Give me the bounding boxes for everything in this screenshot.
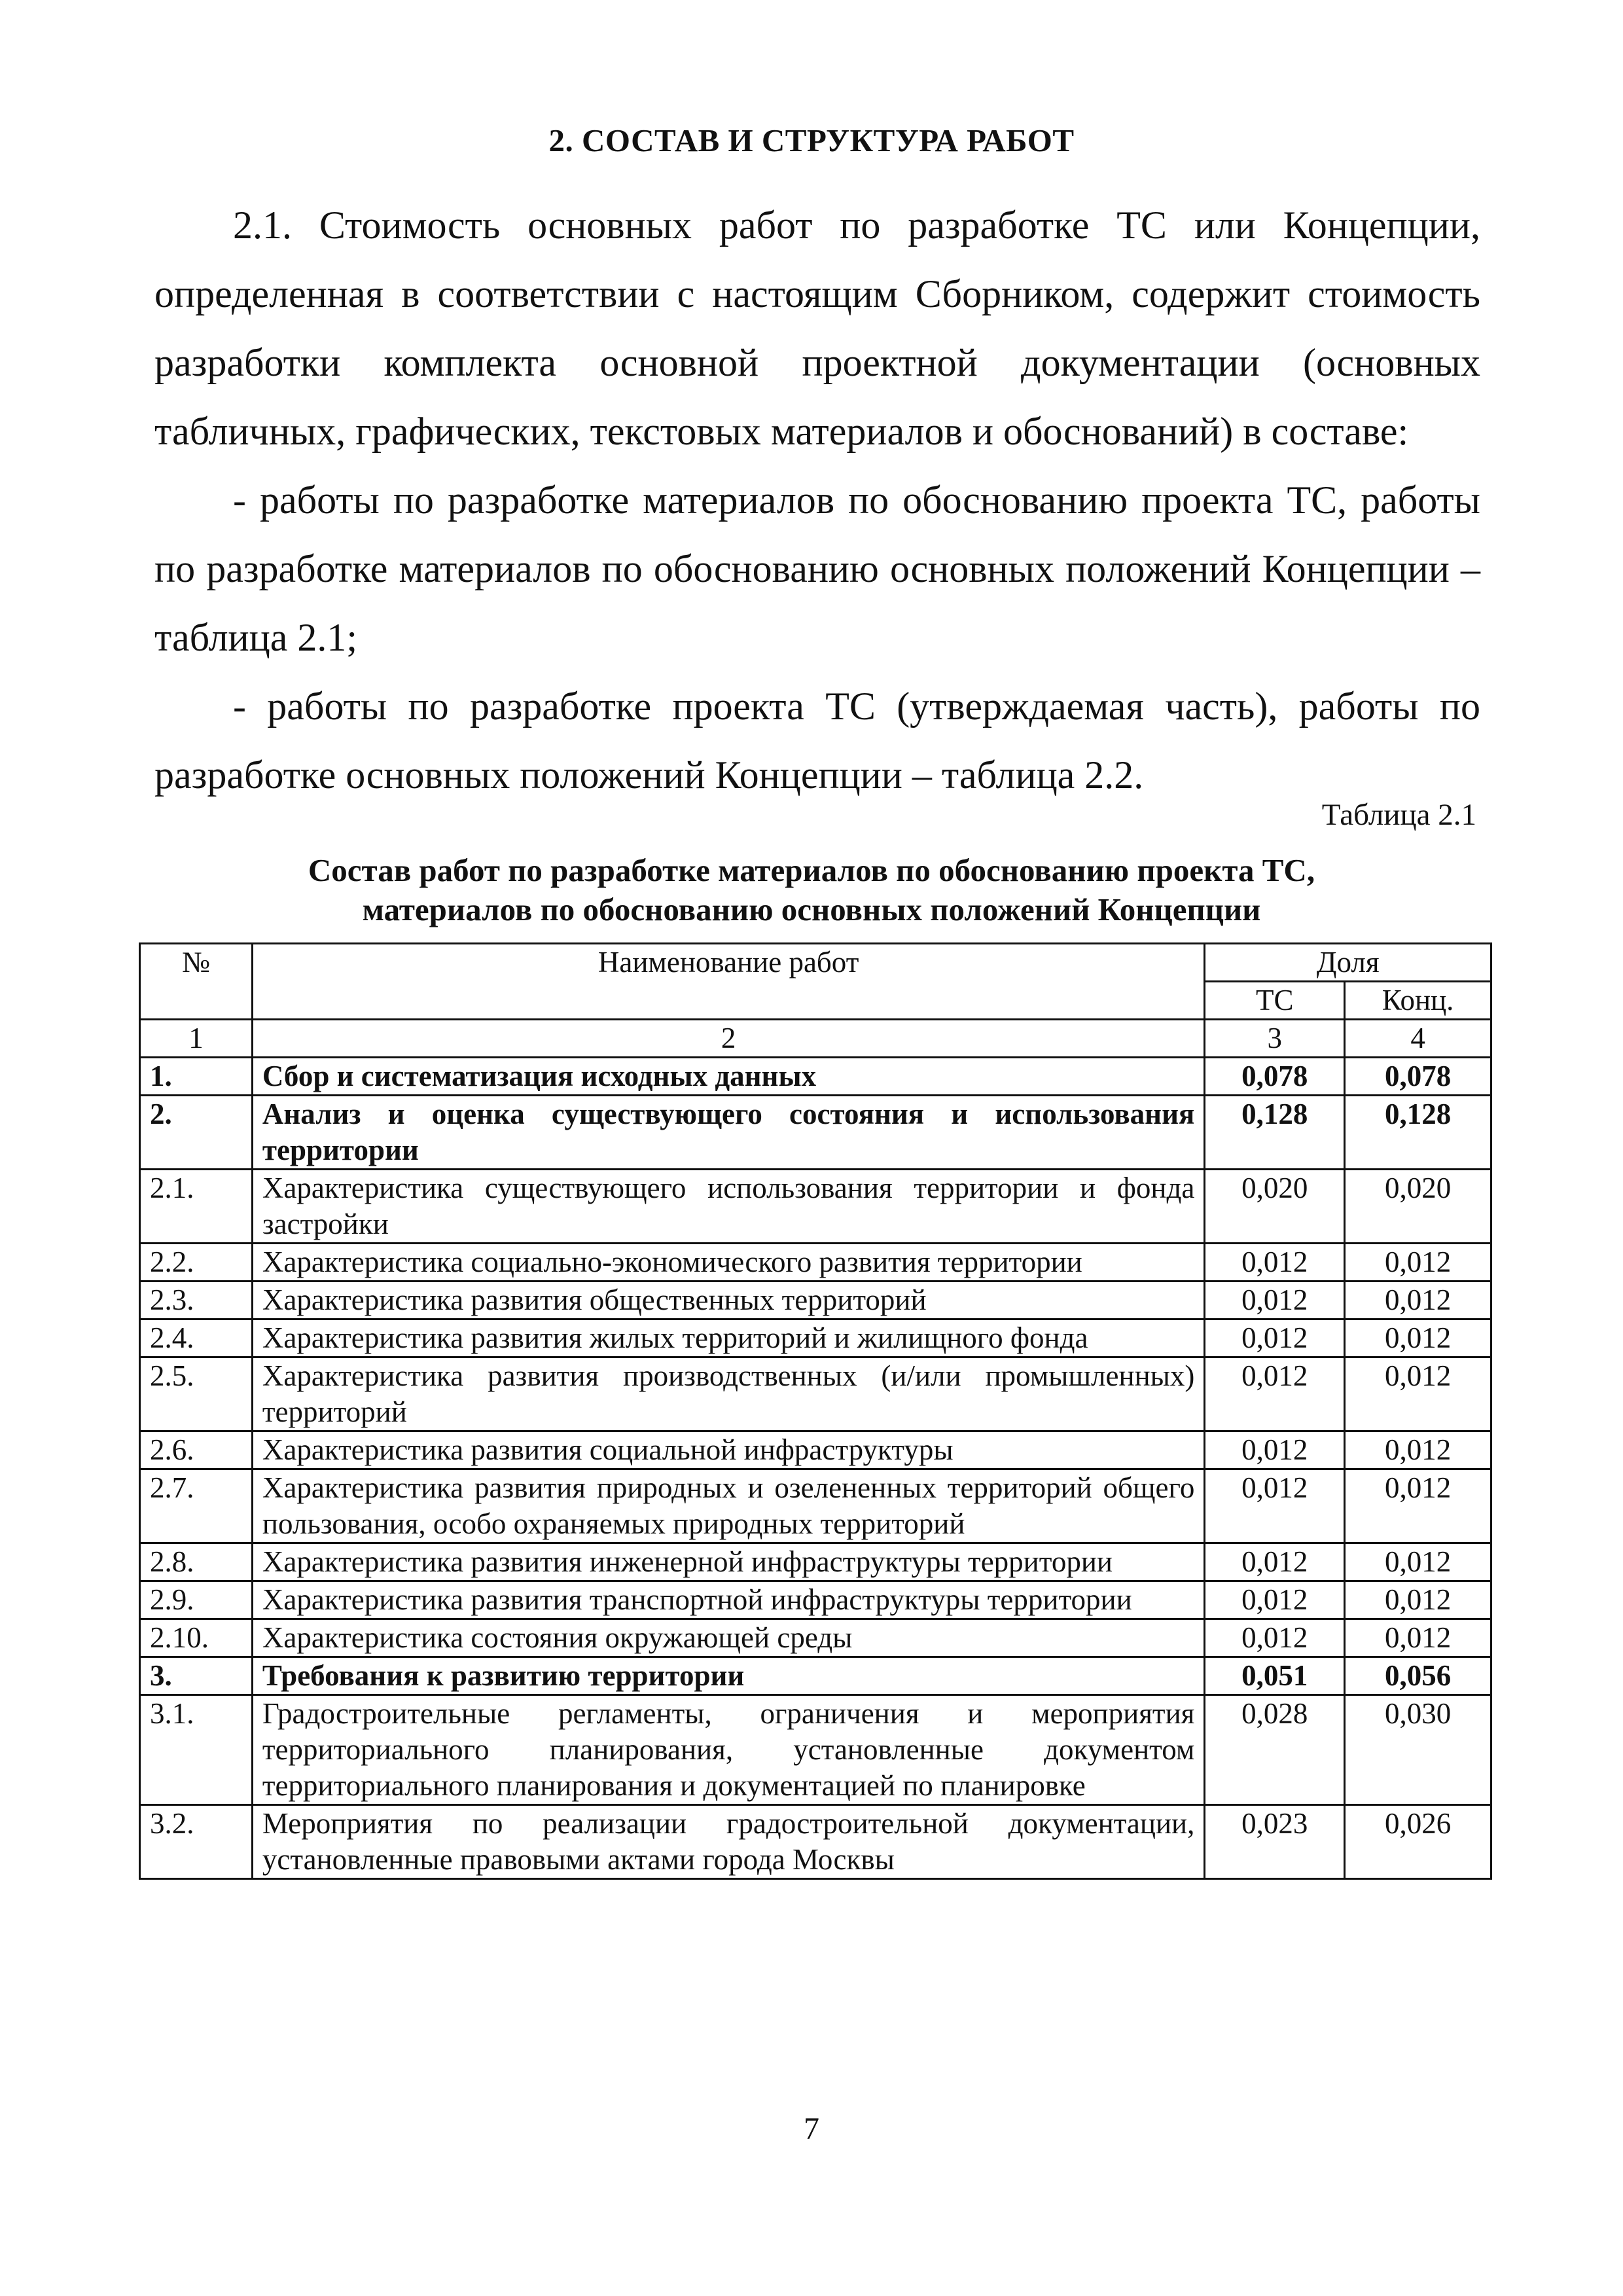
row-name: Анализ и оценка существующего состояния и использования территории: [252, 1096, 1205, 1170]
row-num: 2.8.: [140, 1543, 253, 1581]
row-name: Сбор и систематизация исходных данных: [252, 1058, 1205, 1096]
row-name: Характеристика развития социальной инфраструктуры: [252, 1431, 1205, 1469]
row-name: Характеристика развития жилых территорий и жилищного фонда: [252, 1319, 1205, 1357]
row-ts-share: 0,078: [1205, 1058, 1345, 1096]
column-number: 1: [140, 1020, 253, 1058]
row-ts-share: 0,012: [1205, 1619, 1345, 1657]
table-label: Таблица 2.1: [1321, 798, 1476, 832]
column-numbers-row: [140, 1020, 1491, 1058]
row-name: Характеристика развития транспортной инфраструктуры территории: [252, 1581, 1205, 1619]
header-ts: ТС: [1205, 982, 1345, 1020]
table-row: [140, 1058, 1491, 1096]
row-num: 2.5.: [140, 1357, 253, 1431]
row-ts-share: 0,012: [1205, 1282, 1345, 1319]
table-row: [140, 1805, 1491, 1879]
row-name: Требования к развитию территории: [252, 1657, 1205, 1695]
paragraph-bullet-1: - работы по разработке материалов по обоснованию проекта ТС, работы по разработке материалов по обоснованию основных положений Концепции – таблица 2.1;: [154, 478, 1480, 659]
works-table: [139, 942, 1492, 1880]
table-caption-line2: материалов по обоснованию основных положений Концепции: [362, 891, 1261, 927]
table-row: [140, 1581, 1491, 1619]
row-ts-share: 0,051: [1205, 1657, 1345, 1695]
page-number: 7: [804, 2111, 819, 2146]
row-name: Характеристика состояния окружающей среды: [252, 1619, 1205, 1657]
row-name: Мероприятия по реализации градостроительной документации, установленные правовыми актами города Москвы: [252, 1805, 1205, 1879]
table-row: [140, 1319, 1491, 1357]
row-konc-share: 0,078: [1345, 1058, 1491, 1096]
row-ts-share: 0,012: [1205, 1244, 1345, 1282]
row-ts-share: 0,012: [1205, 1581, 1345, 1619]
row-konc-share: 0,020: [1345, 1170, 1491, 1244]
row-ts-share: 0,128: [1205, 1096, 1345, 1170]
header-share: Доля: [1205, 944, 1491, 982]
row-konc-share: 0,012: [1345, 1282, 1491, 1319]
row-konc-share: 0,012: [1345, 1431, 1491, 1469]
row-konc-share: 0,012: [1345, 1319, 1491, 1357]
row-num: 1.: [140, 1058, 253, 1096]
row-ts-share: 0,012: [1205, 1357, 1345, 1431]
row-ts-share: 0,012: [1205, 1319, 1345, 1357]
table-row: [140, 1657, 1491, 1695]
row-ts-share: 0,012: [1205, 1543, 1345, 1581]
row-num: 3.2.: [140, 1805, 253, 1879]
header-konc: Конц.: [1345, 982, 1491, 1020]
row-num: 2.: [140, 1096, 253, 1170]
table-row: [140, 1695, 1491, 1805]
row-num: 2.7.: [140, 1469, 253, 1543]
row-konc-share: 0,012: [1345, 1543, 1491, 1581]
table-row: [140, 1244, 1491, 1282]
table-header-row: [140, 944, 1491, 982]
row-konc-share: 0,030: [1345, 1695, 1491, 1805]
table-row: [140, 1543, 1491, 1581]
row-ts-share: 0,012: [1205, 1431, 1345, 1469]
row-num: 2.4.: [140, 1319, 253, 1357]
column-number: 3: [1205, 1020, 1345, 1058]
row-name: Характеристика развития природных и озелененных территорий общего пользования, особо охраняемых природных территорий: [252, 1469, 1205, 1543]
table-row: [140, 1619, 1491, 1657]
table-caption-line1: Состав работ по разработке материалов по обоснованию проекта ТС,: [308, 852, 1315, 888]
row-konc-share: 0,012: [1345, 1619, 1491, 1657]
row-ts-share: 0,023: [1205, 1805, 1345, 1879]
row-konc-share: 0,026: [1345, 1805, 1491, 1879]
paragraph-2-1: 2.1. Стоимость основных работ по разработке ТС или Концепции, определенная в соответствии с настоящим Сборником, содержит стоимость разработки комплекта основной проектной документации (основных табличных, графических, текстовых материалов и обоснований) в составе:: [154, 204, 1480, 453]
table-row: [140, 1469, 1491, 1543]
row-name: Характеристика развития инженерной инфраструктуры территории: [252, 1543, 1205, 1581]
row-konc-share: 0,012: [1345, 1581, 1491, 1619]
table-row: [140, 1431, 1491, 1469]
column-number: 4: [1345, 1020, 1491, 1058]
row-name: Характеристика социально-экономического развития территории: [252, 1244, 1205, 1282]
row-konc-share: 0,012: [1345, 1469, 1491, 1543]
row-ts-share: 0,020: [1205, 1170, 1345, 1244]
row-num: 2.3.: [140, 1282, 253, 1319]
row-num: 2.2.: [140, 1244, 253, 1282]
row-num: 2.10.: [140, 1619, 253, 1657]
row-name: Характеристика развития производственных (и/или промышленных) территорий: [252, 1357, 1205, 1431]
table-caption: [0, 851, 1623, 929]
row-konc-share: 0,012: [1345, 1357, 1491, 1431]
row-name: Характеристика развития общественных территорий: [252, 1282, 1205, 1319]
header-name: Наименование работ: [252, 944, 1205, 1020]
row-num: 3.1.: [140, 1695, 253, 1805]
section-heading: 2. СОСТАВ И СТРУКТУРА РАБОТ: [548, 122, 1075, 158]
table-row: [140, 1357, 1491, 1431]
row-ts-share: 0,012: [1205, 1469, 1345, 1543]
row-name: Градостроительные регламенты, ограничения и мероприятия территориального планирования, установленные документом территориального планирования и документацией по планировке: [252, 1695, 1205, 1805]
table-row: [140, 1170, 1491, 1244]
row-konc-share: 0,056: [1345, 1657, 1491, 1695]
table-row: [140, 1096, 1491, 1170]
table-row: [140, 1282, 1491, 1319]
row-num: 2.1.: [140, 1170, 253, 1244]
row-ts-share: 0,028: [1205, 1695, 1345, 1805]
row-num: 2.6.: [140, 1431, 253, 1469]
row-name: Характеристика существующего использования территории и фонда застройки: [252, 1170, 1205, 1244]
paragraph-bullet-2: - работы по разработке проекта ТС (утверждаемая часть), работы по разработке основных положений Концепции – таблица 2.2.: [154, 685, 1480, 797]
header-num: №: [140, 944, 253, 1020]
row-num: 3.: [140, 1657, 253, 1695]
column-number: 2: [252, 1020, 1205, 1058]
row-num: 2.9.: [140, 1581, 253, 1619]
row-konc-share: 0,128: [1345, 1096, 1491, 1170]
row-konc-share: 0,012: [1345, 1244, 1491, 1282]
